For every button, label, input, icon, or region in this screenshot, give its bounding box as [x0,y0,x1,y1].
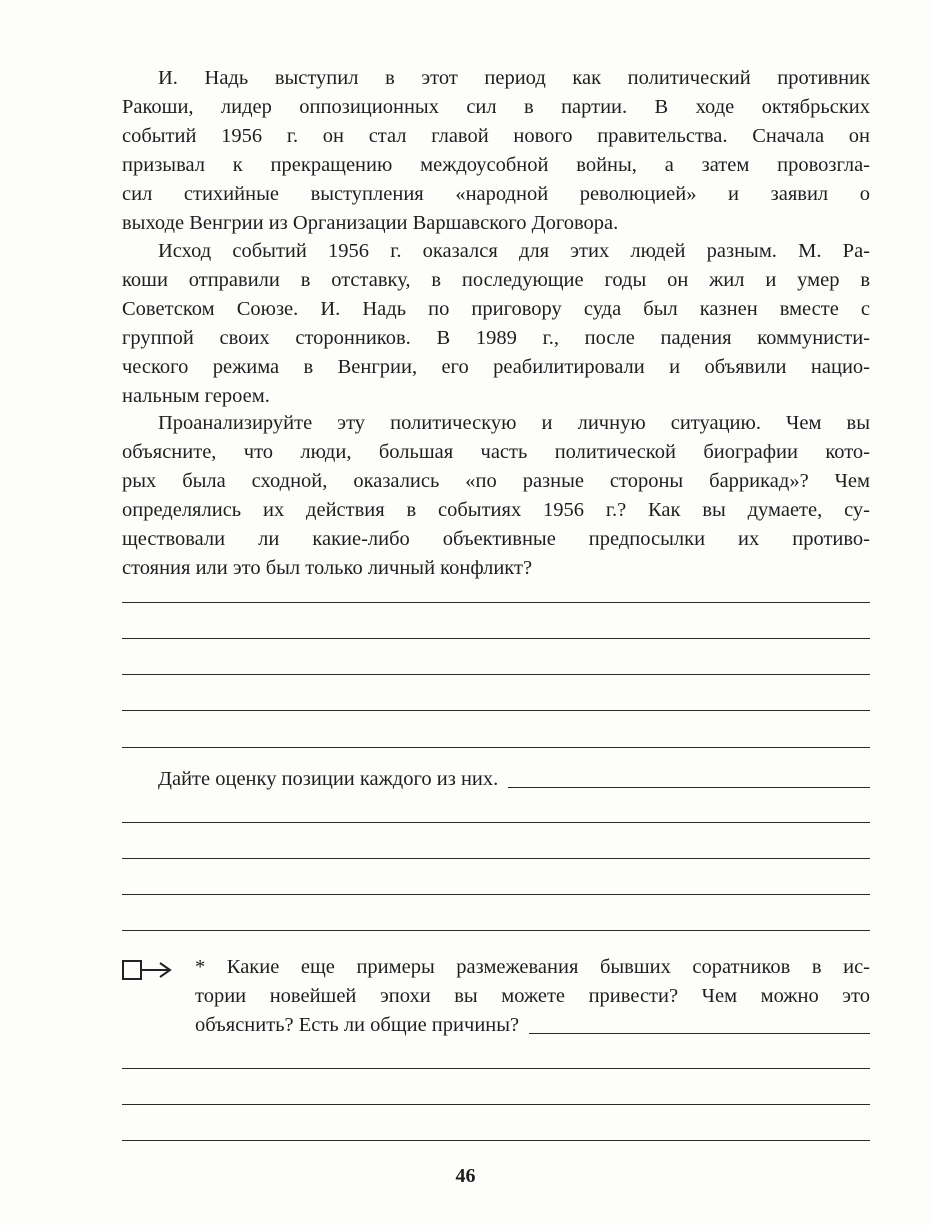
answer-line[interactable] [508,787,870,788]
task-evaluate: Дайте оценку позиции каждого из них. [158,768,499,790]
text-line: И. Надь выступил в этот период как политический противник [158,67,870,89]
text-line: определялись их действия в событиях 1956 г.? Как вы думаете, су- [122,499,870,521]
text-line: нальным героем. [122,385,270,407]
text-line: тории новейшей эпохи вы можете привести? Чем можно это [195,985,870,1007]
task-marker-icon [122,959,176,981]
text-line: Ракоши, лидер оппозиционных сил в партии. В ходе октябрьских [122,96,870,118]
answer-line[interactable] [122,1140,870,1141]
text-line: рых была сходной, оказались «по разные стороны баррикад»? Чем [122,470,870,492]
text-line: событий 1956 г. он стал главой нового правительства. Сначала он [122,125,870,147]
answer-line[interactable] [122,747,870,748]
text-line: Исход событий 1956 г. оказался для этих людей разным. М. Ра- [158,240,870,262]
answer-line[interactable] [122,894,870,895]
task-extra [195,953,870,1040]
text-line: Проанализируйте эту политическую и личную ситуацию. Чем вы [158,412,870,434]
paragraph-nagy [122,64,870,238]
task-evaluate-row [122,765,870,794]
text-line: коши отправили в отставку, в последующие годы он жил и умер в [122,269,870,291]
answer-line[interactable] [122,710,870,711]
text-line: группой своих сторонников. В 1989 г., после падения коммунисти- [122,327,870,349]
task-analyze [122,409,870,583]
text-line: ществовали ли какие-либо объективные предпосылки их противо- [122,528,870,550]
text-line: ческого режима в Венгрии, его реабилитировали и объявили нацио- [122,356,870,378]
answer-line[interactable] [122,858,870,859]
answer-line[interactable] [122,930,870,931]
answer-line[interactable] [122,1068,870,1069]
text-line: выходе Венгрии из Организации Варшавского Договора. [122,212,619,234]
page-number: 46 [455,1165,476,1187]
answer-line[interactable] [529,1033,870,1034]
answer-line[interactable] [122,638,870,639]
text-line: объяснить? Есть ли общие причины? [195,1014,520,1036]
answer-line[interactable] [122,1104,870,1105]
text-line: Советском Союзе. И. Надь по приговору суда был казнен вместе с [122,298,870,320]
task-extra-last-row [195,1011,870,1040]
answer-line[interactable] [122,602,870,603]
text-line: сил стихийные выступления «народной революцией» и заявил о [122,183,870,205]
paragraph-outcome [122,237,870,411]
text-line: стояния или это был только личный конфликт? [122,557,533,579]
answer-line[interactable] [122,822,870,823]
text-line: призывал к прекращению междоусобной войны, а затем провозгла- [122,154,870,176]
text-line: * Какие еще примеры размежевания бывших соратников в ис- [195,956,870,978]
answer-line[interactable] [122,674,870,675]
text-line: объясните, что люди, большая часть политической биографии кото- [122,441,870,463]
